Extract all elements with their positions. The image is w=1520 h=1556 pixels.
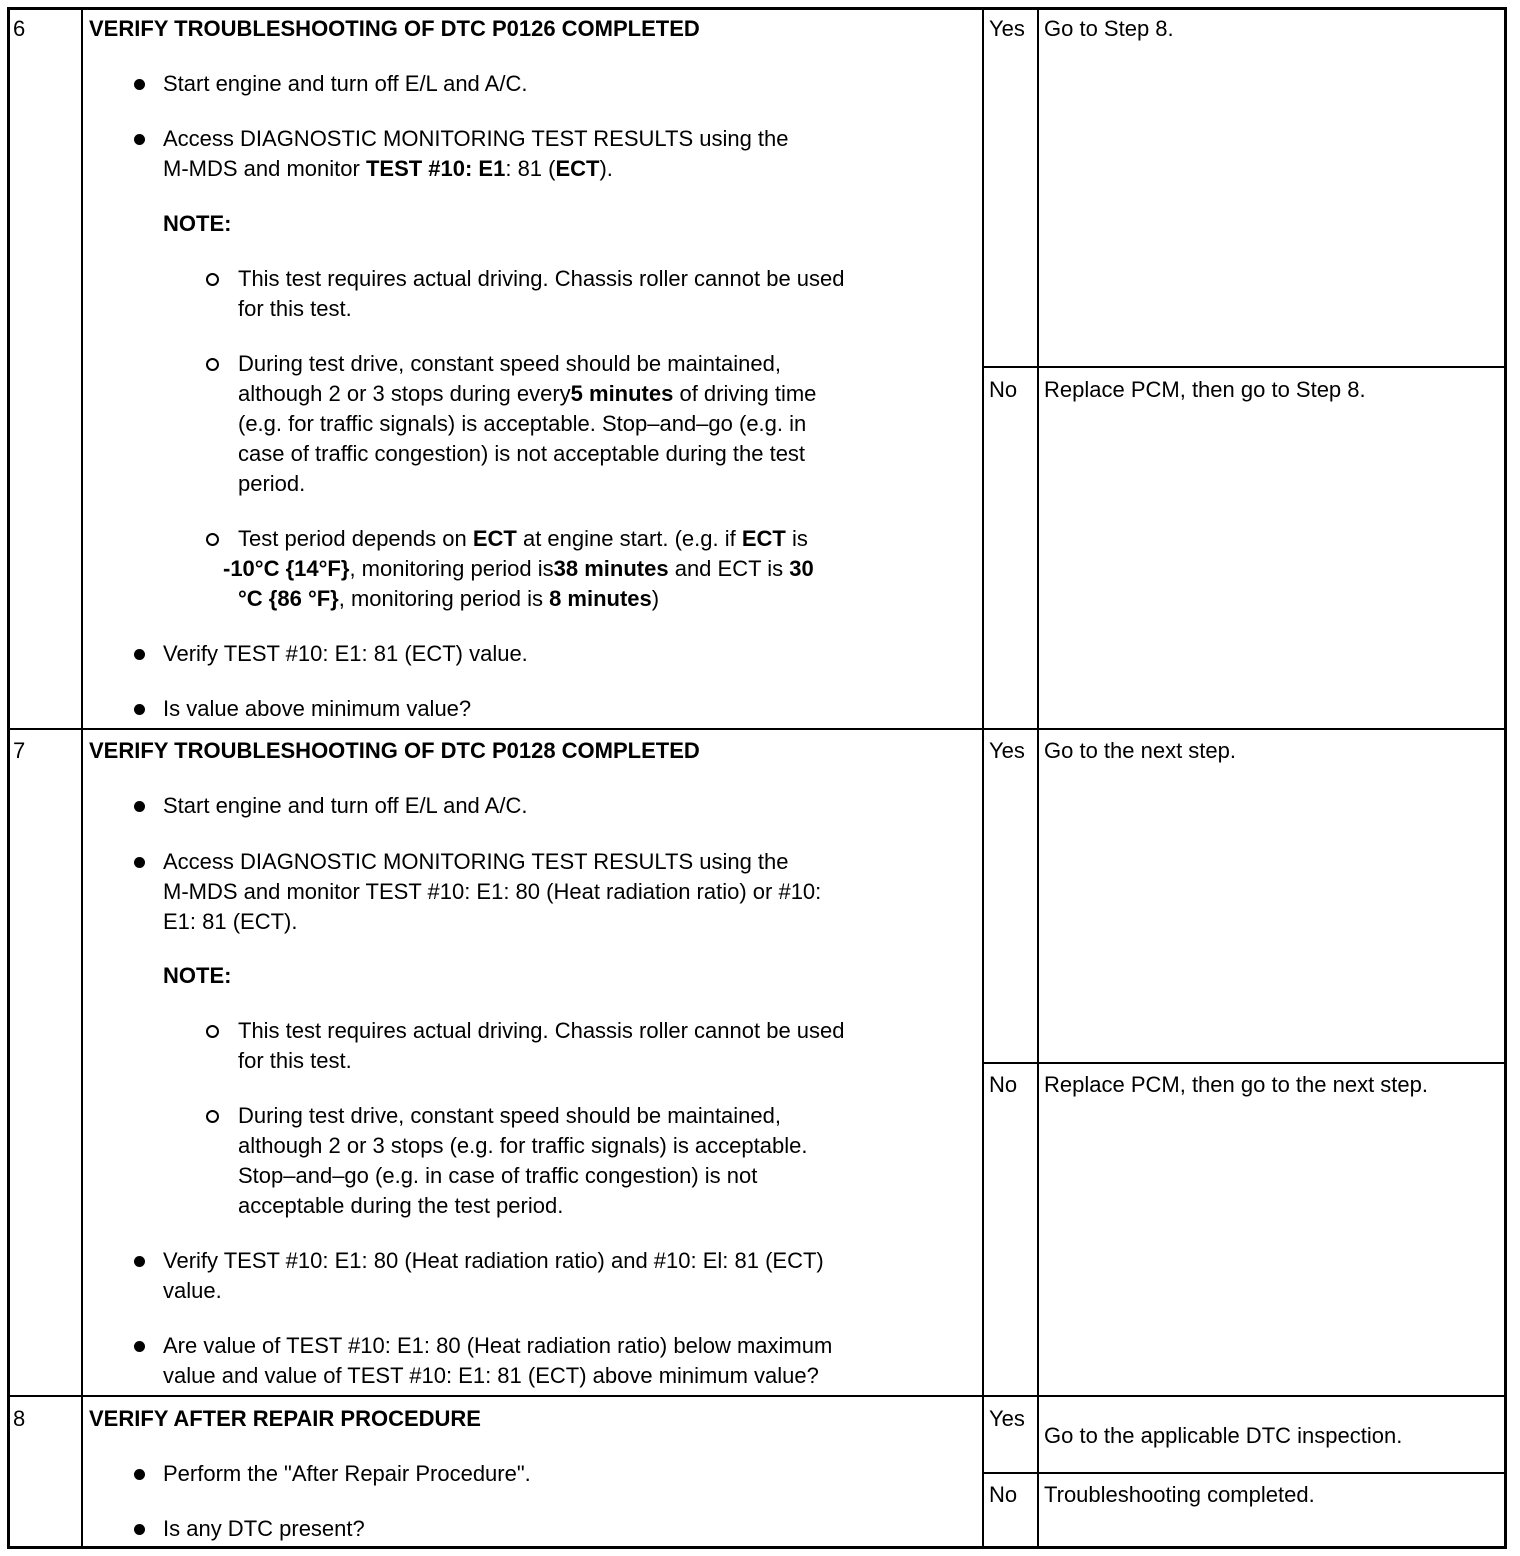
text-run: although 2 or 3 stops during every [238,381,571,406]
bullet-icon [134,1341,145,1352]
sub-bullet-icon [206,273,219,286]
note-heading: NOTE: [163,211,232,236]
instruction-question: Is value above minimum value? [163,696,472,721]
instruction-access-line2: M-MDS and monitor TEST #10: E1: 80 (Heat radiation ratio) or #10: [163,879,822,904]
text-run: ). [599,156,613,181]
instruction-verify: Verify TEST #10: E1: 80 (Heat radiation ratio) and #10: El: 81 (ECT) [163,1248,824,1273]
step-number: 6 [13,16,26,41]
note-item-text: period. [238,471,306,496]
sub-bullet-icon [206,1110,219,1123]
text-run: : 81 ( [505,156,556,181]
text-run-bold: ECT [555,156,600,181]
text-run: at engine start. (e.g. if [516,526,742,551]
instruction-access: Access DIAGNOSTIC MONITORING TEST RESULTS using the [163,126,789,151]
bullet-icon [134,134,145,145]
text-run: is [785,526,808,551]
instruction-access: Access DIAGNOSTIC MONITORING TEST RESULTS using the [163,849,789,874]
column-divider-action [982,7,984,1549]
yes-label: Yes [989,738,1025,763]
bullet-icon [134,704,145,715]
bullet-icon [134,1469,145,1480]
no-action: Troubleshooting completed. [1044,1482,1315,1507]
note-item-text: (e.g. for traffic signals) is acceptable. Stop–and–go (e.g. in [238,411,807,436]
instruction-verify-line2: value. [163,1278,222,1303]
note-item-text [238,379,816,409]
note-heading: NOTE: [163,963,232,988]
text-run-bold: ECT [472,526,517,551]
note-item-text: for this test. [238,296,352,321]
instruction-perform: Perform the "After Repair Procedure". [163,1461,531,1486]
yes-action: Go to the applicable DTC inspection. [1044,1423,1403,1448]
text-run-bold: °C {86 °F} [238,586,339,611]
note-item-text: although 2 or 3 stops (e.g. for traffic signals) is acceptable. [238,1133,808,1158]
note-item-text: acceptable during the test period. [238,1193,564,1218]
note-item-text [238,524,808,554]
text-run-bold: 8 minutes [549,586,652,611]
column-divider-step [81,7,83,1549]
text-run-bold: -10°C {14°F} [223,556,350,581]
row-divider-6-7 [7,728,1507,730]
instruction-question: Is any DTC present? [163,1516,365,1541]
instruction-start-engine: Start engine and turn off E/L and A/C. [163,793,528,818]
no-label: No [989,377,1018,402]
text-run: M-MDS and monitor [163,156,366,181]
no-label: No [989,1072,1018,1097]
instruction-question: Are value of TEST #10: E1: 80 (Heat radiation ratio) below maximum [163,1333,833,1358]
note-item-text: This test requires actual driving. Chassis roller cannot be used [238,266,845,291]
text-run: , monitoring period is [338,586,550,611]
note-item-text: for this test. [238,1048,352,1073]
row-divider-7-8 [7,1395,1507,1397]
yes-action: Go to the next step. [1044,738,1237,763]
instruction-verify: Verify TEST #10: E1: 81 (ECT) value. [163,641,528,666]
text-run-bold: 38 minutes [553,556,669,581]
instruction-question-line2: value and value of TEST #10: E1: 81 (ECT) above minimum value? [163,1363,819,1388]
step-number: 7 [13,738,26,763]
yes-no-divider-6 [982,366,1507,368]
note-item-text: During test drive, constant speed should be maintained, [238,351,781,376]
sub-bullet-icon [206,358,219,371]
note-item-text: Stop–and–go (e.g. in case of traffic congestion) is not [238,1163,758,1188]
yes-label: Yes [989,16,1025,41]
text-run: and ECT is [668,556,790,581]
bullet-icon [134,1256,145,1267]
no-label: No [989,1482,1018,1507]
bullet-icon [134,801,145,812]
sub-bullet-icon [206,533,219,546]
step-title: VERIFY TROUBLESHOOTING OF DTC P0126 COMPLETED [89,16,700,41]
yes-no-divider-8 [982,1472,1507,1474]
no-action: Replace PCM, then go to the next step. [1044,1072,1429,1097]
text-run: Test period depends on [238,526,473,551]
troubleshooting-table [7,7,1507,1549]
text-run-bold: 30 [789,556,814,581]
note-item-text: During test drive, constant speed should be maintained, [238,1103,781,1128]
yes-action: Go to Step 8. [1044,16,1174,41]
step-title: VERIFY AFTER REPAIR PROCEDURE [89,1406,481,1431]
text-run-bold: ECT [741,526,786,551]
step-number: 8 [13,1406,26,1431]
text-run: of driving time [673,381,817,406]
yes-label: Yes [989,1406,1025,1431]
sub-bullet-icon [206,1025,219,1038]
instruction-access-line2 [163,154,613,184]
note-item-text: case of traffic congestion) is not acceptable during the test [238,441,806,466]
text-run-bold: TEST #10: E1 [365,156,506,181]
bullet-icon [134,857,145,868]
no-action: Replace PCM, then go to Step 8. [1044,377,1366,402]
text-run: , monitoring period is [349,556,554,581]
step-title: VERIFY TROUBLESHOOTING OF DTC P0128 COMPLETED [89,738,700,763]
text-run: ) [651,586,660,611]
bullet-icon [134,1524,145,1535]
bullet-icon [134,649,145,660]
note-item-text: This test requires actual driving. Chassis roller cannot be used [238,1018,845,1043]
yes-no-divider-7 [982,1062,1507,1064]
bullet-icon [134,79,145,90]
note-item-text [238,584,659,614]
instruction-access-line3: E1: 81 (ECT). [163,909,298,934]
note-item-text [223,554,814,584]
column-divider-result [1037,7,1039,1549]
instruction-start-engine: Start engine and turn off E/L and A/C. [163,71,528,96]
text-run-bold: 5 minutes [570,381,674,406]
